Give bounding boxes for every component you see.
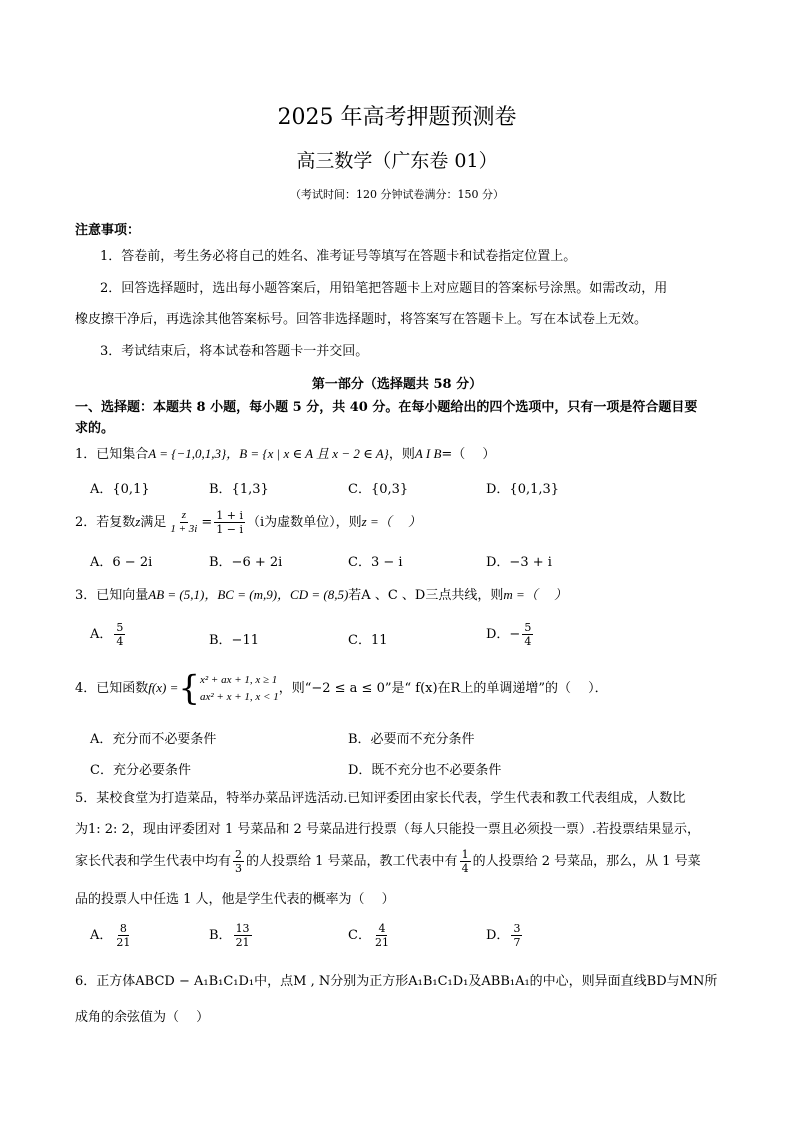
q5-opt-d-num: 3 xyxy=(513,922,521,935)
q3-vector-ab: AB = (5,1)， xyxy=(148,587,218,602)
q5-option-b-label: B． xyxy=(209,928,232,943)
q5-line3-a: 家长代表和学生代表中均有 xyxy=(75,854,232,869)
q5-option-c xyxy=(348,922,393,949)
q4-option-b: B．必要而不充分条件 xyxy=(348,732,475,747)
page-title: 2025 年高考押题预测卷 xyxy=(277,105,517,130)
exam-info: （考试时间：120 分钟试卷满分：150 分） xyxy=(290,188,504,201)
q2-eq: = xyxy=(201,515,213,530)
q2-text-d: z =（ ） xyxy=(361,514,421,529)
q5-frac2-den: 4 xyxy=(461,862,469,875)
q5-option-a-label: A． xyxy=(90,928,113,943)
question-5-line3 xyxy=(75,846,701,878)
question-3 xyxy=(75,585,567,606)
q3-option-d xyxy=(486,621,535,648)
q2-frac2-num: 1 + i xyxy=(216,509,243,522)
q3-opt-a-num: 5 xyxy=(116,621,124,634)
q2-option-c: C．3 − i xyxy=(348,555,403,570)
q3-vector-cd: CD = (8,5) xyxy=(290,587,349,602)
notice-title: 注意事项： xyxy=(75,223,141,238)
q4-piecewise xyxy=(200,672,279,706)
q4-option-a: A．充分而不必要条件 xyxy=(90,732,217,747)
q2-option-b: B．−6 + 2i xyxy=(209,555,283,570)
q3-option-d-label: D．− xyxy=(486,627,521,642)
q3-option-b: B．−11 xyxy=(209,633,259,648)
q5-opt-b-num: 13 xyxy=(235,922,250,935)
q5-fraction-1 xyxy=(233,848,244,875)
part1-title: 第一部分（选择题共 58 分） xyxy=(311,377,483,392)
q3-text-b: 若A 、C 、D三点共线，则 xyxy=(348,588,504,603)
q5-frac1-den: 3 xyxy=(235,862,243,875)
q3-text-a: 3．已知向量 xyxy=(75,588,149,603)
q4-text-a: 4．已知函数 xyxy=(75,681,149,696)
q5-option-b xyxy=(209,922,254,949)
q5-option-d xyxy=(486,922,524,949)
q4-option-d: D．既不充分也不必要条件 xyxy=(348,763,502,778)
q5-option-a-fraction xyxy=(114,922,132,949)
q5-opt-a-num: 8 xyxy=(119,922,127,935)
q5-option-d-label: D． xyxy=(486,928,510,943)
notice-item-2-cont: 橡皮擦干净后，再选涂其他答案标号。回答非选择题时，将答案写在答题卡上。写在本试卷上无效。 xyxy=(75,312,648,327)
part1-instruction-line1: 一、选择题：本题共 8 小题，每小题 5 分，共 40 分。在每小题给出的四个选项中，只有一项是符合题目要 xyxy=(75,400,698,415)
q1-option-a: A．{0,1} xyxy=(90,482,150,497)
question-6-line2: 成角的余弦值为（ ） xyxy=(75,1010,210,1025)
left-brace-icon: { xyxy=(178,668,200,709)
q2-text-a: 2．若复数 xyxy=(75,515,136,530)
q1-option-d: D．{0,1,3} xyxy=(486,482,560,497)
q2-fraction-right xyxy=(214,509,245,536)
q4-case-1: x² + ax + 1, x ≥ 1 xyxy=(199,673,278,686)
page-subtitle: 高三数学（广东卷 01） xyxy=(296,150,498,172)
q5-opt-b-den: 21 xyxy=(235,936,250,949)
q3-opt-a-den: 4 xyxy=(116,635,124,648)
q5-line3-b: 的人投票给 1 号菜品，教工代表中有 xyxy=(246,854,458,869)
q2-frac2-den: 1 − i xyxy=(216,523,243,536)
notice-item-1: 1．答卷前，考生务必将自己的姓名、准考证号等填写在答题卡和试卷指定位置上。 xyxy=(100,249,577,264)
question-2 xyxy=(75,507,421,538)
q3-option-a-label: A． xyxy=(90,627,113,642)
q2-var-z: z xyxy=(135,514,141,529)
notice-item-2: 2．回答选择题时，选出每小题答案后，用铅笔把答题卡上对应题目的答案标号涂黑。如需改动，用 xyxy=(100,281,668,296)
q2-fraction-left xyxy=(168,509,199,536)
q3-text-c: m =（ ） xyxy=(503,587,567,602)
q5-frac1-num: 2 xyxy=(235,848,243,861)
q3-option-a-fraction xyxy=(114,621,125,648)
q5-fraction-2 xyxy=(460,848,471,875)
q2-option-d: D．−3 + i xyxy=(486,555,552,570)
q5-option-c-fraction xyxy=(373,922,391,949)
q4-func: f(x) = xyxy=(148,680,179,695)
q1-set-b: B = {x | x ∈ A 且 x − 2 ∈ A} xyxy=(239,446,389,461)
q5-option-a xyxy=(90,922,134,949)
question-4 xyxy=(75,668,608,709)
q5-opt-c-den: 21 xyxy=(374,936,389,949)
question-5-line2: 为1: 2: 2，现由评委团对 1 号菜品和 2 号菜品进行投票（每人只能投一票且必须投一票）.若投票结果显示， xyxy=(75,822,701,837)
q5-opt-c-num: 4 xyxy=(378,922,386,935)
q1-text-c: =（ ） xyxy=(441,447,496,462)
q4-text-b: ，则“−2 ≤ a ≤ 0”是“ f(x)在R上的单调递增”的（ ）． xyxy=(278,681,608,696)
question-6-line1: 6．正方体ABCD − A₁B₁C₁D₁中，点M , N分别为正方形A₁B₁C₁D₁及ABB₁A₁的中心，则异面直线BD与MN所 xyxy=(75,974,718,989)
q5-option-c-label: C． xyxy=(348,928,371,943)
q5-line3-c: 的人投票给 2 号菜品，那么，从 1 号菜 xyxy=(472,854,701,869)
notice-item-3: 3．考试结束后，将本试卷和答题卡一并交回。 xyxy=(100,344,369,359)
q3-opt-d-den: 4 xyxy=(524,635,532,648)
q1-text-a: 1．已知集合 xyxy=(75,447,149,462)
q5-option-b-fraction xyxy=(234,922,252,949)
q3-option-a xyxy=(90,621,127,648)
q1-option-b: B．{1,3} xyxy=(209,482,269,497)
question-5-line4: 品的投票人中任选 1 人，他是学生代表的概率为（ ） xyxy=(75,892,395,907)
q2-frac1-den: 1 + 3i xyxy=(170,523,198,535)
q2-text-b: 满足 xyxy=(140,515,167,530)
part1-instruction-line2: 求的。 xyxy=(75,421,115,436)
q2-frac1-num: z xyxy=(181,509,186,521)
q1-expr: A I B xyxy=(414,446,442,461)
q2-option-a: A．6 − 2i xyxy=(90,555,153,570)
q5-opt-d-den: 7 xyxy=(513,936,521,949)
q1-option-c: C．{0,3} xyxy=(348,482,409,497)
q4-option-c: C．充分必要条件 xyxy=(90,763,191,778)
q1-set-a: A = {−1,0,1,3}， xyxy=(148,446,240,461)
q2-text-c: （i为虚数单位），则 xyxy=(246,515,362,530)
question-5-line1: 5．某校食堂为打造菜品，特举办菜品评选活动.已知评委团由家长代表，学生代表和教工代表组成，人数比 xyxy=(75,791,686,806)
question-1 xyxy=(75,444,495,465)
q5-option-d-fraction xyxy=(511,922,522,949)
q1-text-b: ，则 xyxy=(388,447,415,462)
q5-frac2-num: 1 xyxy=(461,848,469,861)
q3-opt-d-num: 5 xyxy=(524,621,532,634)
q5-opt-a-den: 21 xyxy=(116,936,131,949)
q4-case-2: ax² + x + 1, x < 1 xyxy=(199,690,279,703)
q3-option-d-fraction xyxy=(522,621,533,648)
q3-option-c: C．11 xyxy=(348,633,388,648)
q3-vector-bc: BC = (m,9)， xyxy=(217,587,291,602)
